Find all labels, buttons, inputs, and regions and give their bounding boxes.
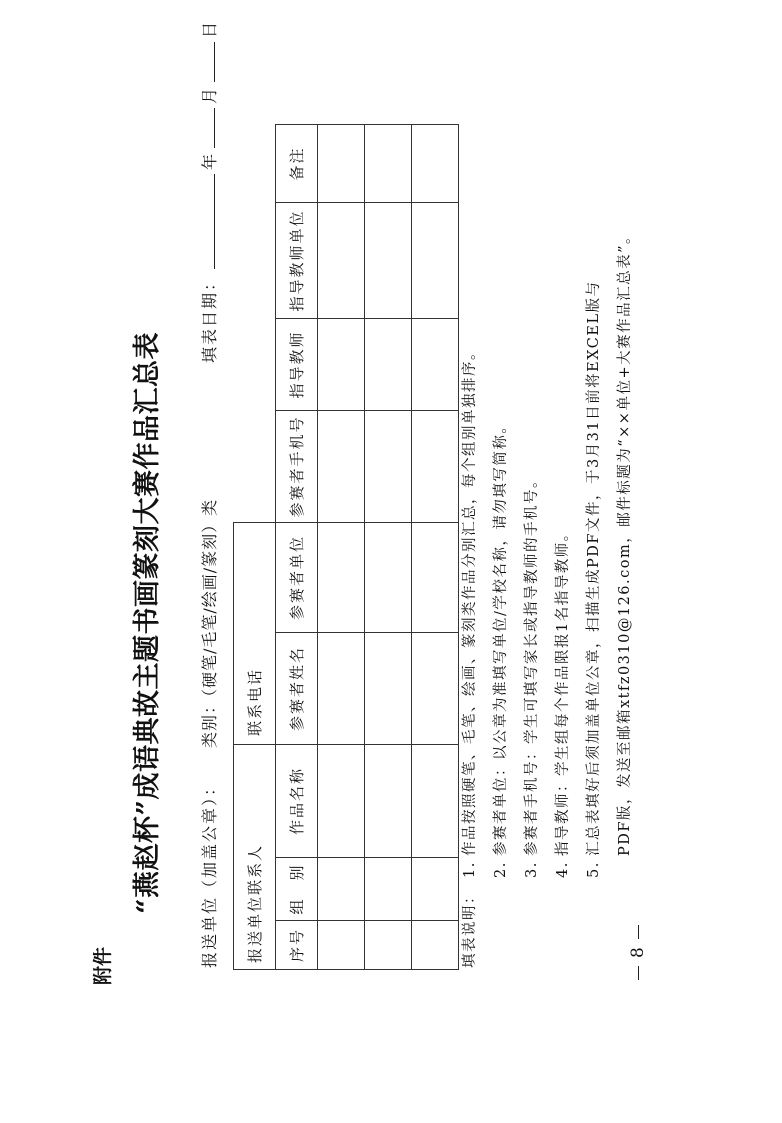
table-cell[interactable] (318, 410, 365, 522)
table-cell[interactable] (412, 858, 459, 921)
category-label: 类别：（硬笔/毛笔/绘画/篆刻）类 (200, 498, 219, 748)
table-row (318, 124, 365, 969)
table-cell[interactable] (318, 632, 365, 744)
month-blank (200, 108, 215, 148)
month-label: 月 (200, 85, 219, 104)
col-participant-unit: 参赛者单位 (276, 522, 318, 632)
instruction-5-text-line1: 汇总表填好后须加盖单位公章，扫描生成PDF文件，于3月31日前将EXCEL版与 (586, 280, 602, 856)
reporting-unit-label: 报送单位（加盖公章）： (200, 777, 219, 968)
instruction-5-text-line2: PDF版，发送至邮箱xtfz0310@126.com，邮件标题为“××单位+大赛作品汇总表”。 (617, 227, 633, 856)
table-cell[interactable] (412, 522, 459, 632)
table-cell[interactable] (365, 410, 412, 522)
instruction-4-number: 4. (555, 861, 571, 878)
instruction-3-number: 3. (524, 861, 540, 878)
table-row (412, 124, 459, 969)
table-cell[interactable] (318, 202, 365, 318)
col-remarks: 备注 (276, 124, 318, 202)
instruction-5-number: 5. (586, 861, 602, 878)
instruction-1 (455, 228, 486, 968)
table-cell[interactable] (365, 632, 412, 744)
table-cell[interactable] (318, 921, 365, 970)
day-label: 日 (200, 19, 219, 38)
col-group: 组 别 (276, 858, 318, 921)
date-label: 填表日期： (200, 272, 219, 363)
table-cell[interactable] (412, 921, 459, 970)
instruction-5-continued (610, 228, 641, 968)
col-participant-name: 参赛者姓名 (276, 632, 318, 744)
table-cell[interactable] (318, 124, 365, 202)
table-cell[interactable] (318, 858, 365, 921)
phone-label-cell: 联系电话 (234, 522, 276, 744)
instruction-1-text: 作品按照硬笔、毛笔、绘画、篆刻类作品分别汇总，每个组别单独排序。 (462, 344, 478, 856)
table-cell[interactable] (365, 124, 412, 202)
instruction-4-text: 指导教师：学生组每个作品限报1名指导教师。 (555, 525, 571, 856)
instruction-2 (486, 228, 517, 968)
header-blank-cell (234, 124, 276, 522)
page-title: “燕赵杯”成语典故主题书画篆刻大赛作品汇总表 (132, 331, 163, 915)
table-row (365, 124, 412, 969)
table-cell[interactable] (412, 318, 459, 410)
table-cell[interactable] (318, 522, 365, 632)
contact-label-cell: 报送单位联系人 (234, 744, 276, 969)
instruction-2-text: 参赛者单位：以公章为准填写单位/学校名称，请勿填写简称。 (493, 417, 509, 856)
instruction-3 (517, 228, 548, 968)
form-instructions (455, 228, 641, 968)
table-cell[interactable] (412, 124, 459, 202)
page-number-text: 8 (628, 947, 648, 958)
table-cell[interactable] (365, 522, 412, 632)
table-cell[interactable] (412, 202, 459, 318)
table-cell[interactable] (412, 744, 459, 857)
table-cell[interactable] (412, 632, 459, 744)
col-instructor: 指导教师 (276, 318, 318, 410)
col-instructor-unit: 指导教师单位 (276, 202, 318, 318)
day-blank (200, 42, 215, 82)
col-serial: 序号 (276, 921, 318, 970)
col-work-name: 作品名称 (276, 744, 318, 857)
table-header-row-1 (234, 124, 276, 969)
table-cell[interactable] (318, 744, 365, 857)
table-cell[interactable] (318, 318, 365, 410)
year-blank (200, 174, 215, 269)
summary-table (233, 124, 459, 970)
instruction-2-number: 2. (493, 861, 509, 878)
instruction-1-number: 1. (462, 861, 478, 878)
table-cell[interactable] (365, 318, 412, 410)
instructions-prefix: 填表说明： (462, 888, 478, 968)
dash-left (638, 966, 639, 980)
table-cell[interactable] (365, 921, 412, 970)
attachment-label: 附件 (92, 946, 114, 985)
date-line (197, 20, 220, 363)
table-cell[interactable] (365, 744, 412, 857)
instruction-4 (548, 228, 579, 968)
col-participant-phone: 参赛者手机号 (276, 410, 318, 522)
instruction-3-text: 参赛者手机号：学生可填写家长或指导教师的手机号。 (524, 472, 540, 856)
instruction-5 (579, 228, 610, 968)
table-header-row-2 (276, 124, 318, 969)
table-cell[interactable] (412, 410, 459, 522)
table-cell[interactable] (365, 202, 412, 318)
table-cell[interactable] (365, 858, 412, 921)
year-label: 年 (200, 151, 219, 170)
